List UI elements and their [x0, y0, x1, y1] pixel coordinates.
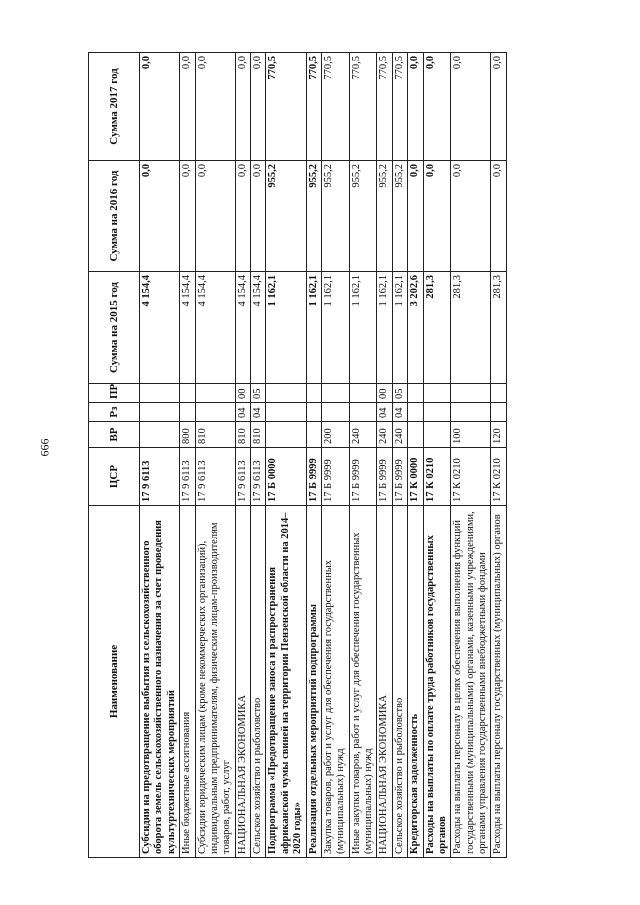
- cell-vr: 810: [195, 422, 235, 448]
- cell-vr: 120: [491, 422, 506, 448]
- cell-pr: 05: [392, 384, 407, 403]
- header-csr: ЦСР: [89, 448, 140, 506]
- cell-vr: 800: [180, 422, 195, 448]
- cell-csr: 17 К 0210: [491, 448, 506, 506]
- cell-sum-2017: 770,5: [377, 53, 392, 161]
- cell-name: НАЦИОНАЛЬНАЯ ЭКОНОМИКА: [235, 506, 250, 858]
- cell-vr: 810: [235, 422, 250, 448]
- cell-name: Расходы на выплаты по оплате труда работников государственных органов: [423, 506, 451, 858]
- cell-sum-2017: 0,0: [451, 53, 491, 161]
- table-row: [392, 53, 407, 858]
- cell-csr: 17 Б 9999: [349, 448, 377, 506]
- cell-sum-2015: 4 154,4: [195, 272, 235, 384]
- table-row: [266, 53, 306, 858]
- cell-vr: 240: [349, 422, 377, 448]
- cell-rz: 04: [235, 403, 250, 422]
- cell-pr: [140, 384, 180, 403]
- cell-sum-2016: 955,2: [306, 161, 321, 272]
- cell-pr: [195, 384, 235, 403]
- cell-csr: 17 К 0210: [451, 448, 491, 506]
- cell-sum-2015: 3 202,6: [408, 272, 423, 384]
- header-name: Наименование: [89, 506, 140, 858]
- cell-sum-2015: 4 154,4: [180, 272, 195, 384]
- cell-name: Иные бюджетные ассигнования: [180, 506, 195, 858]
- cell-sum-2017: 770,5: [321, 53, 349, 161]
- cell-rz: [408, 403, 423, 422]
- cell-pr: 00: [377, 384, 392, 403]
- cell-csr: 17 9 6113: [195, 448, 235, 506]
- cell-sum-2016: 0,0: [491, 161, 506, 272]
- cell-sum-2017: 0,0: [491, 53, 506, 161]
- table-row: [251, 53, 266, 858]
- cell-vr: 240: [377, 422, 392, 448]
- cell-sum-2015: 281,3: [491, 272, 506, 384]
- cell-csr: 17 Б 0000: [266, 448, 306, 506]
- cell-vr: [423, 422, 451, 448]
- cell-vr: [306, 422, 321, 448]
- cell-sum-2015: 1 162,1: [266, 272, 306, 384]
- cell-sum-2017: 0,0: [195, 53, 235, 161]
- cell-pr: [491, 384, 506, 403]
- cell-pr: [180, 384, 195, 403]
- cell-sum-2015: 4 154,4: [251, 272, 266, 384]
- cell-sum-2016: 955,2: [349, 161, 377, 272]
- cell-name: Иные закупки товаров, работ и услуг для обеспечения государственных (муниципальных) нужд: [349, 506, 377, 858]
- cell-csr: 17 9 6113: [235, 448, 250, 506]
- cell-name: Реализация отдельных мероприятий подпрограммы: [306, 506, 321, 858]
- header-vr: ВР: [89, 422, 140, 448]
- cell-vr: [140, 422, 180, 448]
- cell-sum-2015: 1 162,1: [377, 272, 392, 384]
- cell-pr: 05: [251, 384, 266, 403]
- cell-vr: 200: [321, 422, 349, 448]
- cell-vr: 810: [251, 422, 266, 448]
- cell-name: Сельское хозяйство и рыболовство: [392, 506, 407, 858]
- table-row: [195, 53, 235, 858]
- cell-csr: 17 Б 9999: [306, 448, 321, 506]
- table-row: [423, 53, 451, 858]
- cell-pr: [306, 384, 321, 403]
- cell-sum-2016: 0,0: [423, 161, 451, 272]
- table-row: [140, 53, 180, 858]
- cell-sum-2015: 4 154,4: [235, 272, 250, 384]
- cell-sum-2017: 0,0: [423, 53, 451, 161]
- table-row: [491, 53, 506, 858]
- cell-sum-2017: 0,0: [180, 53, 195, 161]
- cell-csr: 17 Б 9999: [392, 448, 407, 506]
- table-row: [408, 53, 423, 858]
- cell-sum-2017: 770,5: [349, 53, 377, 161]
- cell-name: Кредиторская задолженность: [408, 506, 423, 858]
- cell-vr: 240: [392, 422, 407, 448]
- cell-sum-2017: 0,0: [251, 53, 266, 161]
- cell-sum-2016: 955,2: [321, 161, 349, 272]
- cell-rz: [195, 403, 235, 422]
- budget-table: [88, 52, 507, 858]
- cell-pr: 00: [235, 384, 250, 403]
- cell-sum-2015: 4 154,4: [140, 272, 180, 384]
- cell-sum-2015: 281,3: [423, 272, 451, 384]
- table-row: [180, 53, 195, 858]
- cell-vr: [408, 422, 423, 448]
- cell-sum-2016: 0,0: [408, 161, 423, 272]
- table-header-row: [89, 53, 140, 858]
- cell-sum-2016: 0,0: [451, 161, 491, 272]
- cell-sum-2016: 955,2: [266, 161, 306, 272]
- cell-pr: [408, 384, 423, 403]
- cell-csr: 17 9 6113: [140, 448, 180, 506]
- cell-sum-2017: 770,5: [266, 53, 306, 161]
- table-row: [306, 53, 321, 858]
- cell-rz: [266, 403, 306, 422]
- cell-sum-2016: 0,0: [180, 161, 195, 272]
- header-sum-2016: Сумма на 2016 год: [89, 161, 140, 272]
- table-row: [349, 53, 377, 858]
- cell-csr: 17 К 0210: [423, 448, 451, 506]
- cell-sum-2016: 0,0: [140, 161, 180, 272]
- cell-sum-2017: 0,0: [235, 53, 250, 161]
- cell-sum-2017: 770,5: [306, 53, 321, 161]
- header-sum-2017: Сумма 2017 год: [89, 53, 140, 161]
- header-rz: Рз: [89, 403, 140, 422]
- cell-name: Закупка товаров, работ и услуг для обеспечения государственных (муниципальных) нужд: [321, 506, 349, 858]
- cell-csr: 17 Б 9999: [321, 448, 349, 506]
- cell-name: Подпрограмма «Предотвращение заноса и распространения африканской чумы свиней на территории Пензенской области на 2014–2020 годы»: [266, 506, 306, 858]
- cell-sum-2017: 770,5: [392, 53, 407, 161]
- cell-rz: [423, 403, 451, 422]
- cell-rz: [140, 403, 180, 422]
- cell-pr: [423, 384, 451, 403]
- cell-vr: 100: [451, 422, 491, 448]
- cell-rz: [349, 403, 377, 422]
- table-row: [377, 53, 392, 858]
- cell-csr: 17 К 0000: [408, 448, 423, 506]
- table-row: [321, 53, 349, 858]
- cell-vr: [266, 422, 306, 448]
- header-sum-2015: Сумма на 2015 год: [89, 272, 140, 384]
- cell-rz: 04: [392, 403, 407, 422]
- cell-pr: [349, 384, 377, 403]
- cell-sum-2015: 1 162,1: [306, 272, 321, 384]
- cell-name: Субсидии юридическим лицам (кроме некоммерческих организаций), индивидуальным предпринимателям, физическим лицам-производителям товаров, работ, услуг: [195, 506, 235, 858]
- table-row: [235, 53, 250, 858]
- cell-sum-2016: 0,0: [235, 161, 250, 272]
- cell-csr: 17 9 6113: [251, 448, 266, 506]
- cell-sum-2017: 0,0: [408, 53, 423, 161]
- cell-sum-2016: 955,2: [392, 161, 407, 272]
- header-pr: ПР: [89, 384, 140, 403]
- cell-sum-2015: 281,3: [451, 272, 491, 384]
- cell-sum-2017: 0,0: [140, 53, 180, 161]
- page-number: 666: [37, 438, 52, 457]
- cell-sum-2016: 0,0: [195, 161, 235, 272]
- cell-pr: [266, 384, 306, 403]
- cell-name: Расходы на выплаты персоналу государственных (муниципальных) органов: [491, 506, 506, 858]
- cell-sum-2015: 1 162,1: [392, 272, 407, 384]
- cell-rz: [451, 403, 491, 422]
- cell-rz: 04: [377, 403, 392, 422]
- cell-rz: 04: [251, 403, 266, 422]
- cell-rz: [491, 403, 506, 422]
- cell-sum-2016: 955,2: [377, 161, 392, 272]
- table-row: [451, 53, 491, 858]
- cell-rz: [180, 403, 195, 422]
- cell-sum-2016: 0,0: [251, 161, 266, 272]
- budget-table-container: [88, 53, 588, 858]
- cell-pr: [451, 384, 491, 403]
- cell-sum-2015: 1 162,1: [349, 272, 377, 384]
- cell-name: Расходы на выплаты персоналу в целях обеспечения выполнения функций государственными (муниципальными) органами, казенными учреждениями, органами управления государственными внебюджетными фондами: [451, 506, 491, 858]
- cell-sum-2015: 1 162,1: [321, 272, 349, 384]
- cell-name: Субсидии на предотвращение выбытия из сельскохозяйственного оборота земель сельскохозяйственного назначения за счет проведения культуртехнических мероприятий: [140, 506, 180, 858]
- cell-csr: 17 9 6113: [180, 448, 195, 506]
- cell-csr: 17 Б 9999: [377, 448, 392, 506]
- cell-name: Сельское хозяйство и рыболовство: [251, 506, 266, 858]
- cell-rz: [321, 403, 349, 422]
- cell-name: НАЦИОНАЛЬНАЯ ЭКОНОМИКА: [377, 506, 392, 858]
- cell-pr: [321, 384, 349, 403]
- cell-rz: [306, 403, 321, 422]
